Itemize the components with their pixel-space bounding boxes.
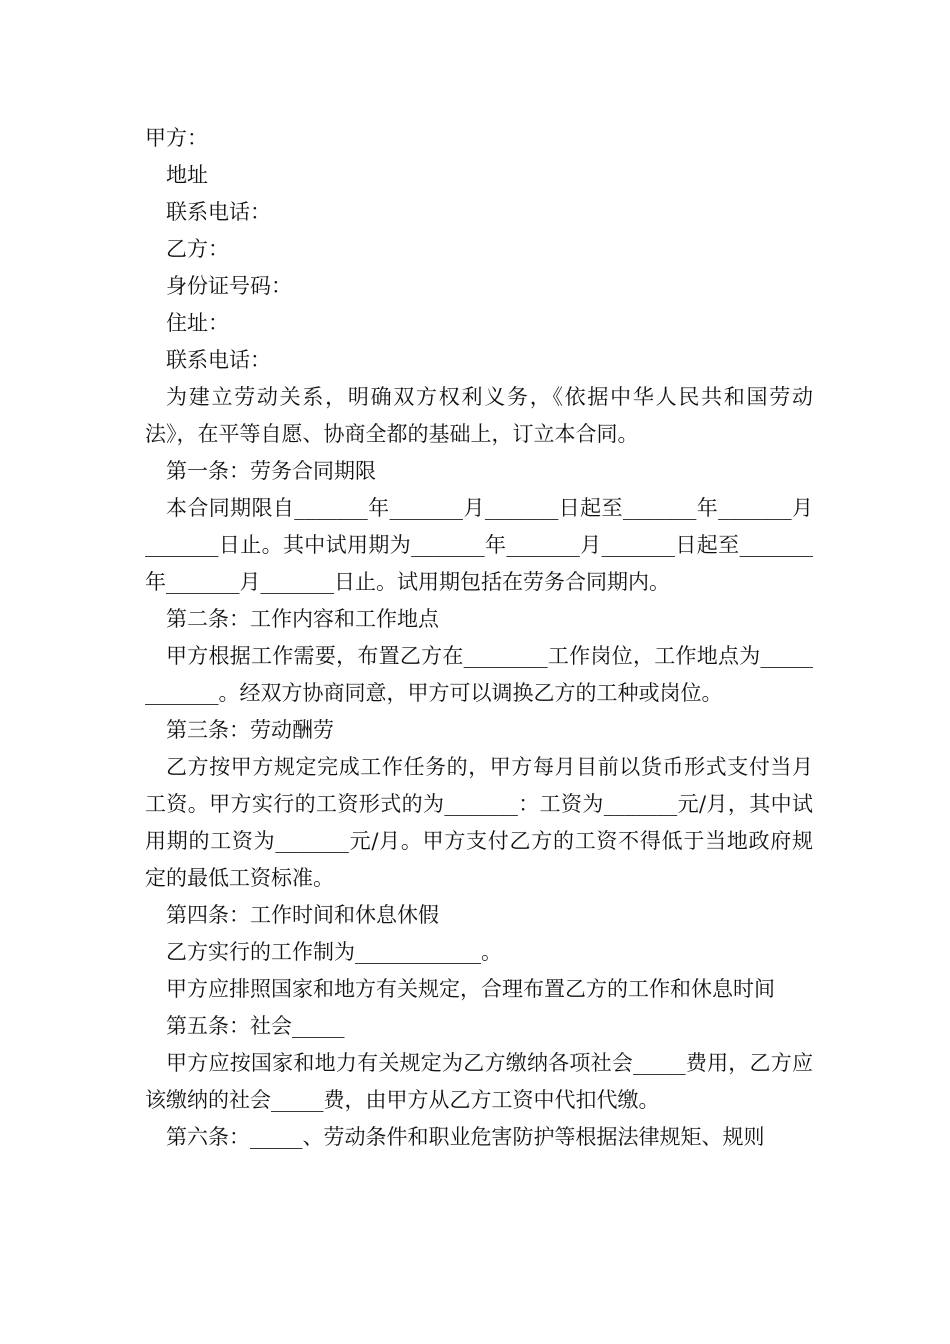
article-5-heading: 第五条：社会_____ xyxy=(166,1014,345,1038)
article-4-heading: 第四条：工作时间和休息休假 xyxy=(166,903,439,927)
party-a-address: 地址 xyxy=(166,163,208,187)
contract-preamble: 为建立劳动关系，明确双方权利义务，《依据中华人民共和国劳动法》，在平等自愿、协商全都的基础上，订立本合同。 xyxy=(145,385,813,446)
article-5-body: 甲方应按国家和地力有关规定为乙方缴纳各项社会_____费用，乙方应该缴纳的社会_____费，由甲方从乙方工资中代扣代缴。 xyxy=(145,1051,813,1112)
party-b-label: 乙方： xyxy=(166,237,229,261)
article-4-body-1: 乙方实行的工作制为____________。 xyxy=(166,940,502,964)
article-6-heading: 第六条：_____、劳动条件和职业危害防护等根据法律规矩、规则 xyxy=(166,1125,765,1149)
article-3-heading: 第三条：劳动酬劳 xyxy=(166,718,334,742)
party-b-address: 住址： xyxy=(166,311,229,335)
party-a-label: 甲方： xyxy=(145,126,208,150)
party-b-phone: 联系电话： xyxy=(166,348,271,372)
article-4-body-2: 甲方应排照国家和地方有关规定，合理布置乙方的工作和休息时间 xyxy=(166,977,775,1001)
party-a-phone: 联系电话： xyxy=(166,200,271,224)
article-1-body: 本合同期限自_______年_______月_______日起至_______年_______月_______日止。其中试用期为_______年_______月_______日起至_______年_______月_______日止。试用期包括在劳务合同期内。 xyxy=(145,496,813,594)
article-2-body: 甲方根据工作需要，布置乙方在________工作岗位，工作地点为____________。经双方协商同意，甲方可以调换乙方的工种或岗位。 xyxy=(145,644,813,705)
article-1-heading: 第一条：劳务合同期限 xyxy=(166,459,376,483)
party-b-id-number: 身份证号码： xyxy=(166,274,292,298)
contract-document xyxy=(145,120,813,1156)
article-3-body: 乙方按甲方规定完成工作任务的，甲方每月目前以货币形式支付当月工资。甲方实行的工资形式的为_______：工资为_______元/月，其中试用期的工资为_______元/月。甲方支付乙方的工资不得低于当地政府规定的最低工资标准。 xyxy=(145,755,813,890)
article-2-heading: 第二条：工作内容和工作地点 xyxy=(166,607,439,631)
